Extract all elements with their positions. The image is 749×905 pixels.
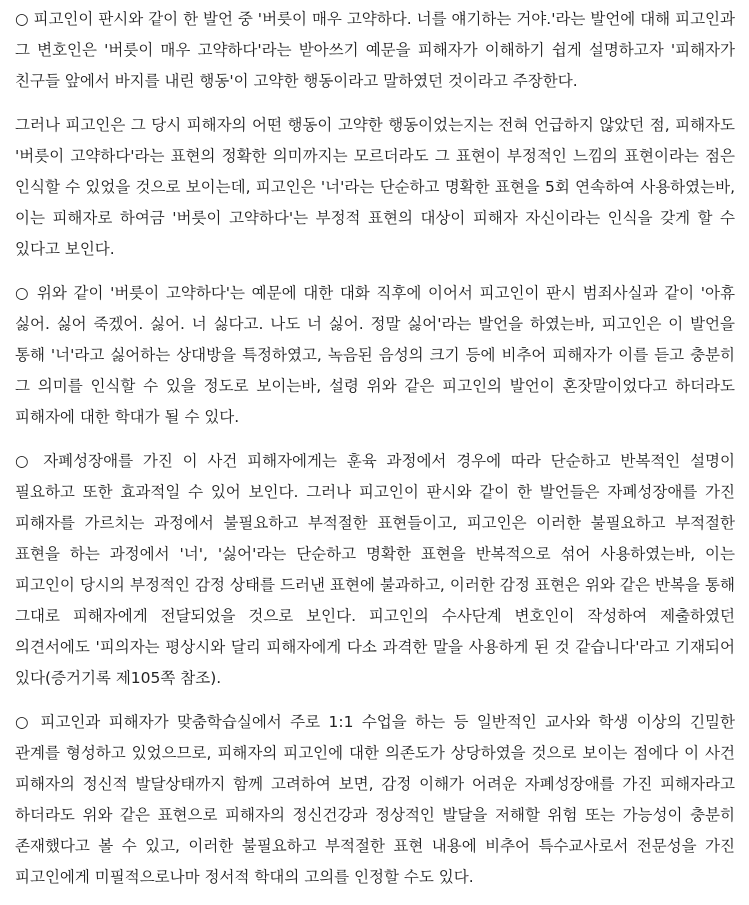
paragraph-2: 그러나 피고인은 그 당시 피해자의 어떤 행동이 고약한 행동이었는지는 전혀 언급하지 않았던 점, 피해자도 '버릇이 고약하다'라는 표현의 정확한 의미까지는 모르더라도 그 표현이 부정적인 느낌의 표현이라는 점은 인식할 수 있었을 것으로 보이는데, 피고인은 '너'라는 단순하고 명확한 표현을 5회 연속하여 사용하였는바, 이는 피해자로 하여금 '버릇이 고약하다'는 부정적 표현의 대상이 피해자 자신이라는 인식을 갖게 할 수 있다고 보인다. bbox=[15, 116, 736, 258]
paragraph-4: ○ 자폐성장애를 가진 이 사건 피해자에게는 훈육 과정에서 경우에 따라 단순하고 반복적인 설명이 필요하고 또한 효과적일 수 있어 보인다. 그러나 피고인이 판시와 같이 한 발언들은 자폐성장애를 가진 피해자를 가르치는 과정에서 불필요하고 부적절한 표현들이고, 피고인은 이러한 불필요하고 부적절한 표현을 하는 과정에서 '너', '싫어'라는 단순하고 명확한 표현을 반복적으로 섞어 사용하였는바, 이는 피고인이 당시의 부정적인 감정 상태를 드러낸 표현에 불과하고, 이러한 감정 표현은 위와 같은 반복을 통해 그대로 피해자에게 전달되었을 것으로 보인다. 피고인의 수사단계 변호인이 작성하여 제출하였던 의견서에도 '피의자는 평상시와 달리 피해자에게 다소 과격한 말을 사용하게 된 것 같습니다'라고 기재되어 있다(증거기록 제105쪽 참조). bbox=[15, 452, 735, 687]
paragraph-1: ○ 피고인이 판시와 같이 한 발언 중 '버릇이 매우 고약하다. 너를 얘기하는 거야.'라는 발언에 대해 피고인과 그 변호인은 '버릇이 매우 고약하다'라는 받아쓰기 예문을 피해자가 이해하기 쉽게 설명하고자 '피해자가 친구들 앞에서 바지를 내린 행동'이 고약한 행동이라고 말하였던 것이라고 주장한다. bbox=[15, 10, 735, 90]
paragraph-5: ○ 피고인과 피해자가 맞춤학습실에서 주로 1:1 수업을 하는 등 일반적인 교사와 학생 이상의 긴밀한 관계를 형성하고 있었으므로, 피해자의 피고인에 대한 의존도가 상당하였을 것으로 보이는 점에다 이 사건 피해자의 정신적 발달상태까지 함께 고려하여 보면, 감정 이해가 어려운 자폐성장애를 가진 피해자라고 하더라도 위와 같은 표현으로 피해자의 정신건강과 정상적인 발달을 저해할 위험 또는 가능성이 충분히 존재했다고 볼 수 있고, 이러한 불필요하고 부적절한 표현 내용에 비추어 특수교사로서 전문성을 가진 피고인에게 미필적으로나마 정서적 학대의 고의를 인정할 수도 있다. bbox=[15, 713, 735, 886]
paragraph-3: ○ 위와 같이 '버릇이 고약하다'는 예문에 대한 대화 직후에 이어서 피고인이 판시 범죄사실과 같이 '아휴 싫어. 싫어 죽겠어. 싫어. 너 싫다고. 나도 너 싫어. 정말 싫어'라는 발언을 하였는바, 피고인은 이 발언을 통해 '너'라고 싫어하는 상대방을 특정하였고, 녹음된 음성의 크기 등에 비추어 피해자가 이를 듣고 충분히 그 의미를 인식할 수 있을 정도로 보이는바, 설령 위와 같은 피고인의 발언이 혼잣말이었다고 하더라도 피해자에 대한 학대가 될 수 있다. bbox=[15, 284, 735, 426]
